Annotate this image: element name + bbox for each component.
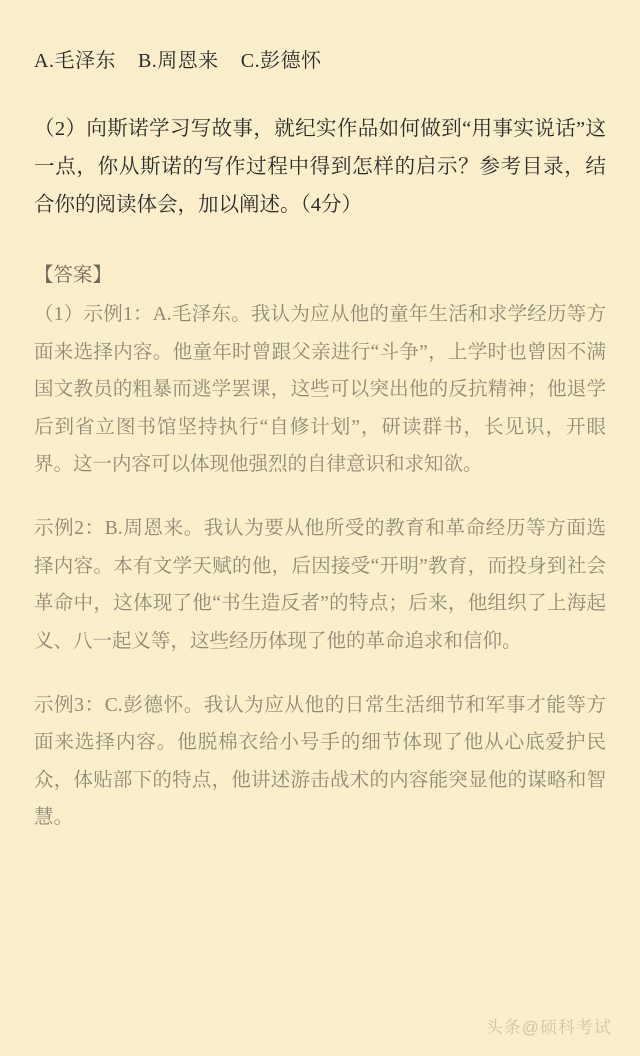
answer-example-2: 示例2：B.周恩来。我认为要从他所受的教育和革命经历等方面选择内容。本有文学天赋的他，后因接受“开明”教育，而投身到社会革命中，这体现了他“书生造反者”的特点；后来，他组织了上海起义、八一起义等，这些经历体现了他的革命追求和信仰。 bbox=[34, 518, 606, 652]
answer-label: 【答案】 bbox=[34, 264, 113, 286]
watermark: 头条@硕科考试 bbox=[485, 1018, 612, 1037]
answer-example-3: 示例3：C.彭德怀。我认为应从他的日常生活细节和军事才能等方面来选择内容。他脱棉衣给小号手的细节体现了他从心底爱护民众，体贴部下的特点，他讲述游击战术的内容能突显他的谋略和智慧。 bbox=[34, 694, 606, 829]
multiple-choice-options: A.毛泽东 B.周恩来 C.彭德怀 bbox=[34, 50, 322, 72]
answer-example-1: （1）示例1：A.毛泽东。我认为应从他的童年生活和求学经历等方面来选择内容。他童年时曾跟父亲进行“斗争”，上学时也曾因不满国文教员的粗暴而逃学罢课，这些可以突出他的反抗精神；他退学后到省立图书馆坚持执行“自修计划”，研读群书，长见识，开眼界。这一内容可以体现他强烈的自律意识和求知欲。 bbox=[34, 303, 606, 476]
question-text: （2）向斯诺学习写故事，就纪实作品如何做到“用事实说话”这一点，你从斯诺的写作过程中得到怎样的启示？参考目录，结合你的阅读体会，加以阐述。（4分） bbox=[34, 118, 606, 216]
